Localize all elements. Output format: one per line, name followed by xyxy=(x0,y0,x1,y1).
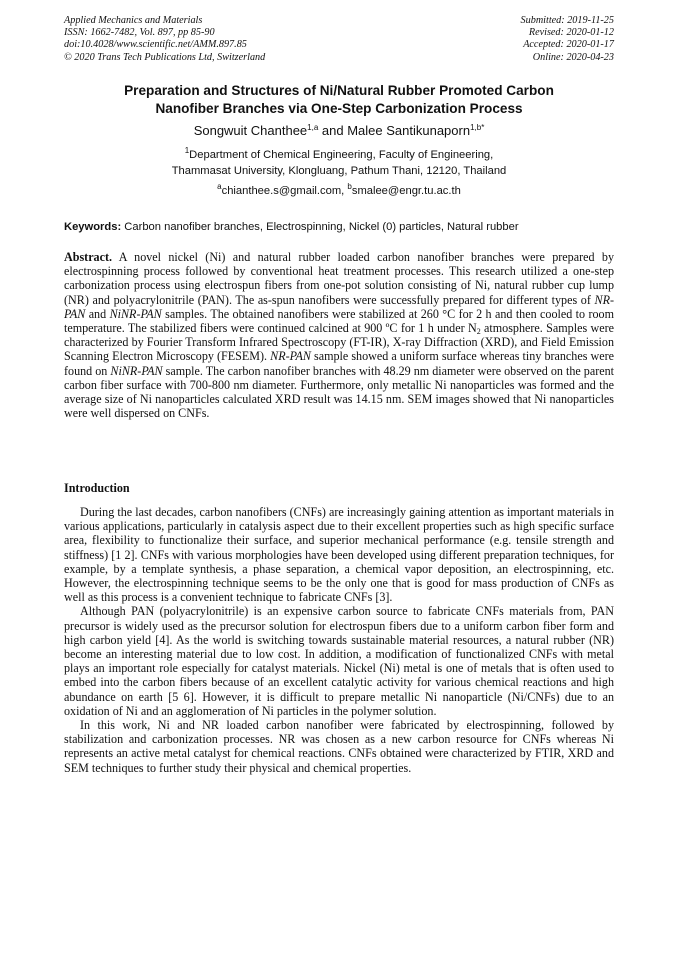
title-line-1: Preparation and Structures of Ni/Natural Rubber Promoted Carbon xyxy=(124,83,554,98)
author-list xyxy=(64,122,614,140)
abstract-subscript: 2 xyxy=(476,327,481,337)
journal-info xyxy=(64,15,265,64)
section-heading-introduction: Introduction xyxy=(64,481,130,495)
author-1: Songwuit Chanthee xyxy=(193,123,308,138)
date-accepted: Accepted: 2020-01-17 xyxy=(523,39,614,51)
author-conjunction: and xyxy=(318,123,348,138)
abstract-italic-term: NiNR-PAN xyxy=(109,306,162,321)
date-submitted: Submitted: 2019-11-25 xyxy=(520,15,614,26)
abstract-italic-term: NR-PAN xyxy=(64,292,614,321)
abstract-text: sample showed a uniform surface whereas tiny branches were found on xyxy=(64,349,614,378)
affiliation-line-1: Department of Chemical Engineering, Faculty of Engineering, xyxy=(189,149,494,161)
email-b-marker: b xyxy=(347,182,352,191)
date-online: Online: 2020-04-23 xyxy=(532,51,614,63)
abstract-italic-term: NR-PAN xyxy=(270,349,311,364)
submission-dates xyxy=(521,15,614,64)
author-1-affil-marker: 1,a xyxy=(307,123,319,132)
author-emails xyxy=(64,184,614,199)
affiliation xyxy=(64,148,614,179)
title-line-2: Nanofiber Branches via One-Step Carbonization Process xyxy=(155,101,523,116)
abstract-text: sample. The carbon nanofiber branches with 48.29 nm diameter were observed on the parent carbon fiber surface with 700-800 nm diameter. Furthermore, only metallic Ni nanoparticles was formed and the average size of Ni nanoparticles calculated XRD result was 14.15 nm. SEM images showed that Ni nanoparticles were well dispersed on CNFs. xyxy=(64,363,615,421)
abstract-label: Abstract. xyxy=(64,250,113,264)
email-b: smalee@engr.tu.ac.th xyxy=(351,185,461,197)
abstract-text: A novel nickel (Ni) and natural rubber loaded carbon nanofiber branches were prepared by electrospinning process followed by conventional heat treatment processes. This research utilized a one-step carbonization process using electrospun fibers from one-pot solution consisting of Ni, natural rubber cup lump (NR) and polyacrylonitrile (PAN). The as-spun nanofibers were successfully prepared for different types of xyxy=(64,250,614,307)
abstract-italic-term: NiNR-PAN xyxy=(110,363,163,378)
intro-paragraph-3: In this work, Ni and NR loaded carbon nanofiber were fabricated by electrospinning, followed by stabilization and carbonization processes. NR was chosen as a new carbon resource for CNFs whereas Ni represents an active metal catalyst for chemical reactions. CNFs obtained were characterized by FTIR, XRD and SEM techniques to further study their physical and chemical properties. xyxy=(64,718,614,775)
email-a: chianthee.s@gmail.com, xyxy=(221,185,348,197)
abstract-text: atmosphere. Samples were characterized by Fourier Transform Infrared Spectroscopy (FT-IR), X-ray Diffraction (XRD), and Field Emission Scanning Electron Microscopy (FESEM). xyxy=(64,321,614,364)
email-a-marker: a xyxy=(217,182,222,191)
abstract-text: samples. The obtained nanofibers were stabilized at 260 °C for 2 h and then cooled to room temperature. The stabilized fibers were continued calcined at 900 ºC for 1 h under N xyxy=(64,306,615,336)
date-revised: Revised: 2020-01-12 xyxy=(528,27,614,39)
affiliation-line-2: Thammasat University, Klongluang, Pathum Thani, 12120, Thailand xyxy=(171,164,507,177)
journal-doi: doi:10.4028/www.scientific.net/AMM.897.85 xyxy=(64,39,247,51)
affiliation-marker: 1 xyxy=(184,146,190,155)
abstract xyxy=(64,250,614,420)
intro-paragraph-1: During the last decades, carbon nanofibers (CNFs) are increasingly gaining attention as important materials in various applications, particularly in catalysis aspect due to their excellent properties such as high specific surface area, flexibility to functionalize their surface, and superior mechanical performance (e.g. tensile strength and stiffness) [1 2]. CNFs with various morphologies have been developed using different preparation techniques, for example, by a template synthesis, a phase separation, a chemical vapor deposition, an electrospinning, etc. However, the electrospinning technique seems to be the only one that is good for mass production of CNFs as well as this process is a convenient technique to fabricate CNFs [3]. xyxy=(64,505,614,605)
paper-title xyxy=(64,82,614,118)
journal-name: Applied Mechanics and Materials xyxy=(64,15,203,26)
abstract-text: and xyxy=(85,306,110,321)
journal-issn: ISSN: 1662-7482, Vol. 897, pp 85-90 xyxy=(64,27,215,39)
intro-paragraph-2: Although PAN (polyacrylonitrile) is an expensive carbon source to fabricate CNFs materials from, PAN precursor is widely used as the precursor solution for electrospun fibers due to a uniform carbon fiber form and high carbon yield [4]. As the world is switching towards sustainable material resources, a natural rubber (NR) become an interesting material due to low cost. In addition, a modification of functionalized CNFs with metal plays an important role especially for catalyst materials. Nickel (Ni) metal is one of metals that is often used to embed into the carbon fibers because of an excellent catalytic activity for various chemical reactions and high abundance on earth [5 6]. However, it is difficult to prepare metallic Ni nanoparticle (Ni/CNFs) due to an oxidation of Ni and an agglomeration of Ni particles in the polymer solution. xyxy=(64,604,614,718)
keywords-text: Carbon nanofiber branches, Electrospinning, Nickel (0) particles, Natural rubber xyxy=(121,221,519,233)
author-2: Malee Santikunaporn xyxy=(347,123,471,138)
author-2-affil-marker: 1,b* xyxy=(470,123,485,132)
keywords xyxy=(64,220,614,235)
journal-copyright: © 2020 Trans Tech Publications Ltd, Switzerland xyxy=(64,51,266,63)
keywords-label: Keywords: xyxy=(64,221,122,233)
introduction-body xyxy=(64,505,614,775)
